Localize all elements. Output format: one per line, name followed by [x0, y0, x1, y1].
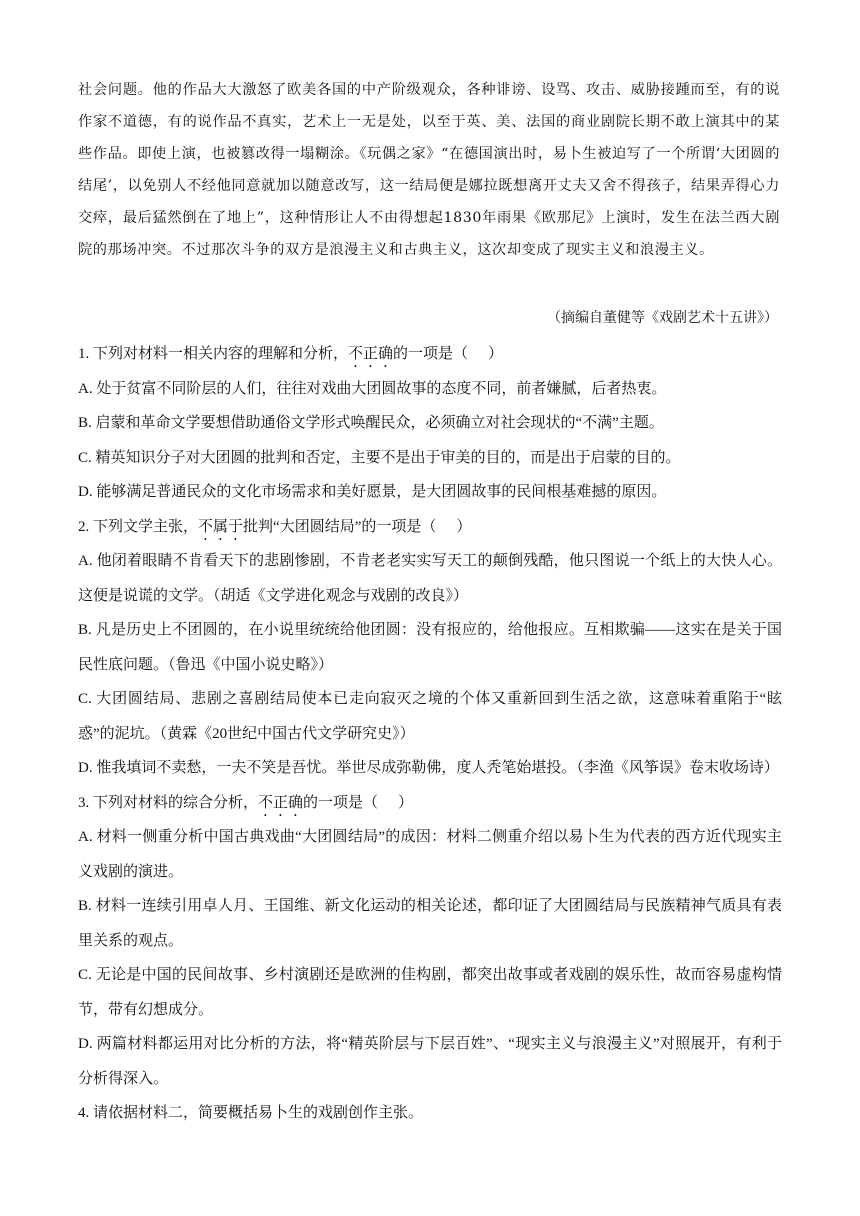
- question-2-emphasis: 不属于: [198, 518, 244, 535]
- question-1-option-a: A. 处于贫富不同阶层的人们，往往对戏曲大团圆故事的态度不同，前者嫌腻，后者热衷。: [78, 380, 667, 397]
- question-2-option-b: B. 凡是历史上不团圆的，在小说里统统给他团圆：没有报应的，给他报应。互相欺骗——这实在是关于国民性底问题。（鲁迅《中国小说史略》）: [78, 622, 782, 673]
- question-2-stem-text: 2. 下列文学主张，: [78, 518, 199, 535]
- question-3-option-c: C. 无论是中国的民间故事、乡村演剧还是欧洲的佳构剧，都突出故事或者戏剧的娱乐性，故而容易虚构情节，带有幻想成分。: [78, 967, 782, 1018]
- question-1-option-c: C. 精英知识分子对大团圆的批判和否定，主要不是出于审美的目的，而是出于启蒙的目的。: [78, 449, 681, 466]
- question-2-stem: [78, 510, 782, 545]
- question-1-stem-tail: 的一项是（: [393, 346, 469, 362]
- question-2-option-d: D. 惟我填词不卖愁，一夫不笑是吾忧。举世尽成弥勒佛，度人秃笔始堪投。（李渔《风筝误》卷末收场诗）: [78, 760, 779, 776]
- question-1-option-d: D. 能够满足普通民众的文化市场需求和美好愿景，是大团圆故事的民间根基难撼的原因。: [78, 484, 667, 500]
- question-2-close: ）: [456, 518, 472, 535]
- question-2-option-a: A. 他闭着眼睛不肯看天下的悲剧惨剧，不肯老老实实写天工的颠倒残酷，他只图说一个纸上的大快人心。这便是说谎的文学。（胡适《文学进化观念与戏剧的改良》）: [78, 553, 782, 604]
- question-2-stem-tail: 批判“大团圆结局”的一项是（: [243, 518, 437, 535]
- question-3-option-d: D. 两篇材料都运用对比分析的方法，将“精英阶层与下层百姓”、“现实主义与浪漫主义”对照展开，有利于分析得深入。: [78, 1036, 782, 1087]
- question-3-stem-tail: 的一项是（: [303, 794, 379, 811]
- question-3-close: ）: [398, 794, 414, 811]
- question-1-stem-text: 1. 下列对材料一相关内容的理解和分析，: [78, 346, 349, 362]
- question-2-option-c: C. 大团圆结局、悲剧之喜剧结局使本已走向寂灭之境的个体又重新回到生活之欲，这意味着重陷于“眩惑”的泥坑。（黄霖《20世纪中国古代文学研究史》）: [78, 691, 782, 742]
- question-1-stem: [78, 337, 782, 372]
- question-1-emphasis: 不正确: [348, 346, 394, 362]
- question-3-option-b: B. 材料一连续引用卓人月、王国维、新文化运动的相关论述，都印证了大团圆结局与民族精神气质具有表里关系的观点。: [78, 898, 782, 949]
- passage-source: （摘编自董健等《戏剧艺术十五讲》）: [547, 310, 778, 326]
- questions-section: [78, 337, 782, 1131]
- passage-paragraph: 社会问题。他的作品大大激怒了欧美各国的中产阶级观众，各种诽谤、设骂、攻击、威胁接踵而至，有的说作家不道德，有的说作品不真实，艺术上一无是处，以至于英、美、法国的商业剧院长期不敢上演其中的某些作品。即使上演，也被篡改得一塌糊涂。《玩偶之家》“在德国演出时，易卜生被迫写了一个所谓‘大团圆的结尾’，以免别人不经他同意就加以随意改写，这一结局便是娜拉既想离开丈夫又舍不得孩子，结果弄得心力交瘁，最后猛然倒在了地上”，这种情形让人不由得想起1830年雨果《欧那尼》上演时，发生在法兰西大剧院的那场冲突。不过那次斗争的双方是浪漫主义和古典主义，这次却变成了现实主义和浪漫主义。: [78, 82, 780, 258]
- question-4-stem: 4. 请依据材料二，简要概括易卜生的戏剧创作主张。: [78, 1105, 424, 1121]
- question-3-stem-text: 3. 下列对材料的综合分析，: [78, 794, 259, 811]
- question-1-close: ）: [488, 346, 504, 362]
- question-3-option-a: A. 材料一侧重分析中国古典戏曲“大团圆结局”的成因：材料二侧重介绍以易卜生为代表的西方近代现实主义戏剧的演进。: [78, 829, 782, 880]
- question-3-emphasis: 不正确: [258, 794, 304, 811]
- reading-passage: [78, 74, 780, 266]
- question-1-option-b: B. 启蒙和革命文学要想借助通俗文学形式唤醒民众，必须确立对社会现状的“不满”主题。: [78, 415, 664, 431]
- question-3-stem: [78, 786, 782, 821]
